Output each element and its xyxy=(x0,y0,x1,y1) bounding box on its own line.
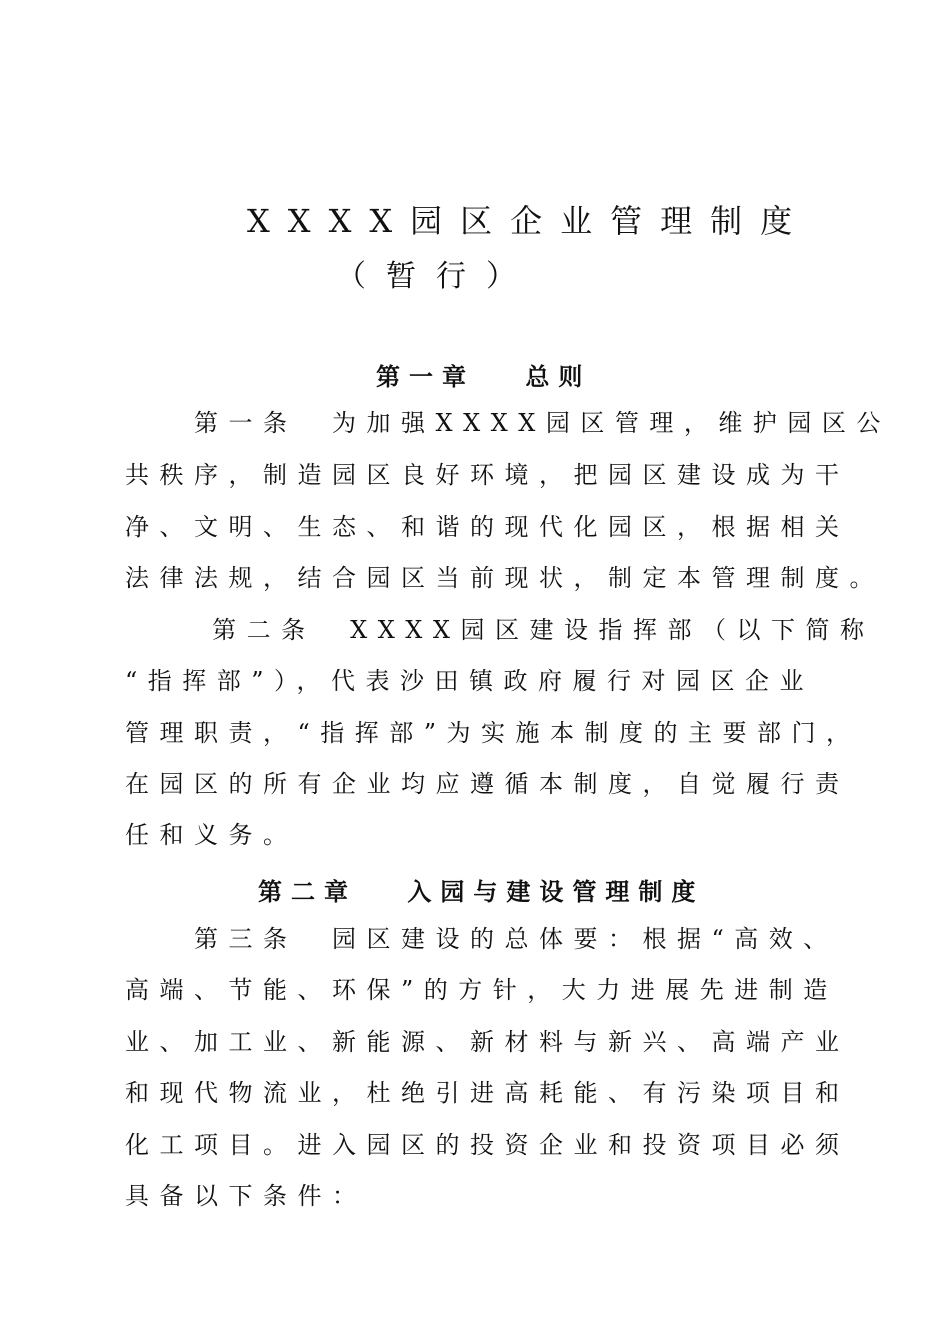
chapter-heading-1: 第一章 总则 xyxy=(376,362,592,391)
chapter-heading-2: 第二章 入园与建设管理制度 xyxy=(258,877,705,906)
paragraph-line: “指挥部”），代表沙田镇政府履行对园区企业 xyxy=(125,667,815,695)
paragraph-line: 第二条 XXXX园区建设指挥部（以下简称 xyxy=(125,616,875,644)
paragraph-line: 化工项目。进入园区的投资企业和投资项目必须 xyxy=(125,1131,850,1159)
paragraph-line: 高端、节能、环保”的方针，大力进展先进制造 xyxy=(125,976,838,1004)
paragraph-line: 任和义务。 xyxy=(125,821,298,849)
paragraph-line: 和现代物流业，杜绝引进高耗能、有污染项目和 xyxy=(125,1079,850,1107)
document-subtitle: （暂行） xyxy=(336,259,536,294)
paragraph-line: 第三条 园区建设的总体要：根据“高效、 xyxy=(125,925,838,953)
paragraph-line: 共秩序，制造园区良好环境，把园区建设成为干 xyxy=(125,461,850,489)
document-title: XXXX园区企业管理制度 xyxy=(247,202,811,240)
paragraph-line: 管理职责，“指挥部”为实施本制度的主要部门， xyxy=(125,719,861,747)
paragraph-line: 业、加工业、新能源、新材料与新兴、高端产业 xyxy=(125,1028,850,1056)
paragraph-line: 法律法规，结合园区当前现状，制定本管理制度。 xyxy=(125,564,884,592)
paragraph-line: 第一条 为加强XXXX园区管理，维护园区公 xyxy=(125,409,891,437)
paragraph-line: 在园区的所有企业均应遵循本制度，自觉履行责 xyxy=(125,770,850,798)
paragraph-line: 具备以下条件： xyxy=(125,1182,367,1210)
paragraph-line: 净、文明、生态、和谐的现代化园区，根据相关 xyxy=(125,513,850,541)
